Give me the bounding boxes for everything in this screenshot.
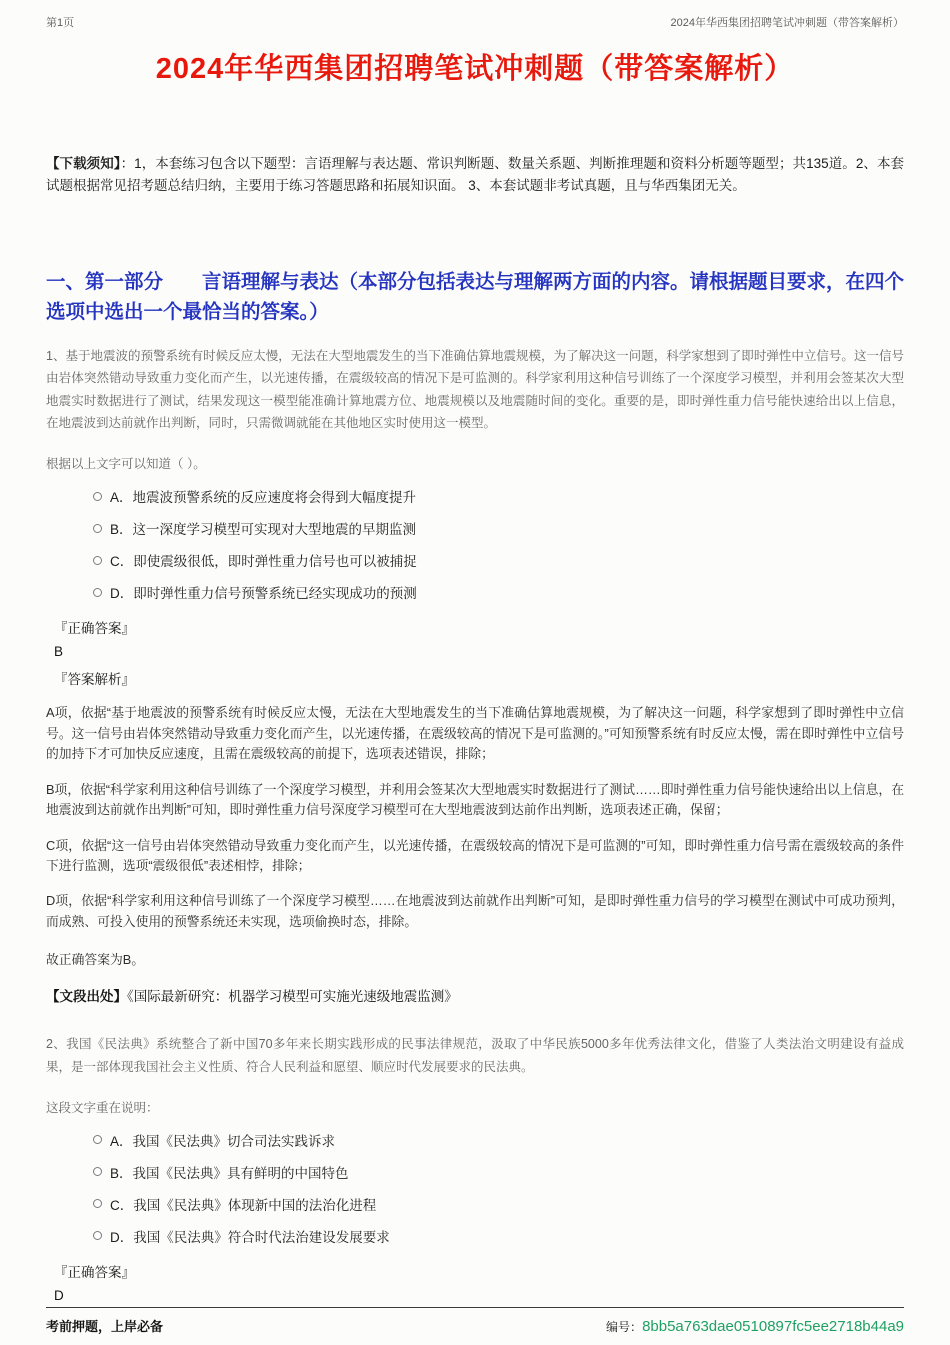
question-1-analysis-b: B项，依据“科学家利用这种信号训练了一个深度学习模型，并利用会签某次大型地震实时数据进行了测试……即时弹性重力信号能快速给出以上信息，在地震波到达前就作出判断”可知，即时弹性重力信号深度学习模型可在大型地震波到达前作出判断，选项表述正确，保留； [46,781,904,818]
question-1-correct-answer-value: B [54,644,64,660]
download-notice [46,153,904,197]
option-text: 我国《民法典》切合司法实践诉求 [132,1133,336,1149]
question-2-option-c[interactable] [93,1194,904,1214]
radio-icon[interactable] [93,1135,102,1144]
download-notice-text: ：1，本套练习包含以下题型：言语理解与表达题、常识判断题、数量关系题、判断推理题和资料分析题等题型；共135道。2、本套试题根据常见招考题总结归纳，主要用于练习答题思路和拓展知识面。 3、本套试题非考试真题，且与华西集团无关。 [46,156,904,193]
download-notice-label: 【下载须知】 [46,156,121,171]
radio-icon[interactable] [93,588,102,597]
question-2-option-b[interactable] [93,1162,904,1182]
question-2-correct-answer-label: 『正确答案』 [54,1264,135,1280]
page-header [46,14,904,30]
footer-code-value: 8bb5a763dae0510897fc5ee2718b44a9 [642,1318,904,1335]
question-1-option-d[interactable] [93,582,904,602]
option-text: 即时弹性重力信号预警系统已经实现成功的预测 [133,586,417,602]
question-1-conclusion: 故正确答案为B。 [46,952,145,968]
question-1 [46,345,904,1005]
question-1-options [46,486,904,602]
question-2-correct-answer-value: D [54,1287,64,1303]
question-1-analysis-label: 『答案解析』 [54,672,135,688]
radio-icon[interactable] [93,1231,102,1240]
option-text: 地震波预警系统的反应速度将会得到大幅度提升 [132,490,417,506]
header-doc-title: 2024年华西集团招聘笔试冲刺题（带答案解析） [670,17,904,29]
question-1-analysis-a: A项，依据“基于地震波的预警系统有时候反应太慢，无法在大型地震发生的当下准确估算地震规模，为了解决这一问题，科学家想到了即时弹性中立信号。这一信号由岩体突然错动导致重力变化而产生，以光速传播，在震级较高的情况下是可监测的。”可知预警系统有时反应太慢，需在即时弹性中立信号的加持下才可加快反应速度，且需在震级较高的前提下，选项表述错误，排除； [46,705,904,762]
question-1-option-b[interactable] [93,518,904,538]
question-1-correct-answer-label: 『正确答案』 [54,621,135,637]
source-title: 《国际最新研究：机器学习模型可实施光速级地震监测》 [127,989,458,1005]
question-2-stem: 2、我国《民法典》系统整合了新中国70多年来长期实践形成的民事法律规范，汲取了中华民族5000多年优秀法律文化，借鉴了人类法治文明建设有益成果，是一部体现我国社会主义性质、符合人民利益和愿望、顺应时代发展要求的民法典。 [46,1037,904,1074]
option-letter: C． [110,554,134,570]
option-text: 我国《民法典》符合时代法治建设发展要求 [133,1229,390,1245]
footer-doc-number [606,1318,904,1335]
question-2-options [46,1130,904,1246]
option-letter: D． [110,1229,134,1245]
option-letter: A． [110,1133,133,1149]
option-text: 我国《民法典》具有鲜明的中国特色 [132,1165,349,1181]
option-letter: B． [110,1165,133,1181]
option-letter: D． [110,586,134,602]
option-letter: B． [110,522,133,538]
question-1-source [46,985,904,1005]
option-letter: C． [110,1197,134,1213]
page-number: 第1页 [46,17,75,29]
footer-code-label: 编号： [606,1320,643,1334]
question-1-analysis-d: D项，依据“科学家利用这种信号训练了一个深度学习模型……在地震波到达前就作出判断”可知，是即时弹性重力信号的学习模型在测试中可成功预判，而成熟、可投入使用的预警系统还未实现，选项偷换时态，排除。 [46,893,904,929]
radio-icon[interactable] [93,556,102,565]
radio-icon[interactable] [93,1199,102,1208]
document-title: 2024年华西集团招聘笔试冲刺题（带答案解析） [155,53,795,85]
question-1-option-a[interactable] [93,486,904,506]
question-1-option-c[interactable] [93,550,904,570]
question-2-option-d[interactable] [93,1226,904,1246]
option-text: 我国《民法典》体现新中国的法治化进程 [133,1197,377,1213]
question-2-option-a[interactable] [93,1130,904,1150]
option-text: 即使震级很低，即时弹性重力信号也可以被捕捉 [133,554,417,570]
question-1-prompt: 根据以上文字可以知道（ ）。 [46,457,206,472]
radio-icon[interactable] [93,492,102,501]
question-2 [46,1033,904,1303]
footer-slogan: 考前押题，上岸必备 [46,1319,164,1334]
section-heading: 一、第一部分 言语理解与表达（本部分包括表达与理解两方面的内容。请根据题目要求，在四个选项中选出一个最恰当的答案。） [46,270,905,323]
radio-icon[interactable] [93,1167,102,1176]
option-text: 这一深度学习模型可实现对大型地震的早期监测 [132,522,417,538]
page-footer [46,1307,904,1335]
source-label: 【文段出处】 [46,989,127,1005]
question-1-analysis-c: C项，依据“这一信号由岩体突然错动导致重力变化而产生，以光速传播，在震级较高的情况下是可监测的”可知，即时弹性重力信号需在震级较高的条件下进行监测，选项“震级很低”表述相悖，排除； [46,837,904,873]
question-1-stem: 1、基于地震波的预警系统有时候反应太慢，无法在大型地震发生的当下准确估算地震规模，为了解决这一问题，科学家想到了即时弹性中立信号。这一信号由岩体突然错动导致重力变化而产生，以光速传播，在震级较高的情况下是可监测的。科学家利用这种信号训练了一个深度学习模型，并利用会签某次大型地震实时数据进行了测试，结果发现这一模型能准确计算地震方位、地震规模以及地震随时间的变化。重要的是，即时弹性重力信号能快速给出以上信息，在地震波到达前就作出判断，同时，只需微调就能在其他地区实时使用这一模型。 [46,349,904,430]
option-letter: A． [110,490,133,506]
question-2-prompt: 这段文字重在说明： [46,1100,159,1115]
radio-icon[interactable] [93,524,102,533]
